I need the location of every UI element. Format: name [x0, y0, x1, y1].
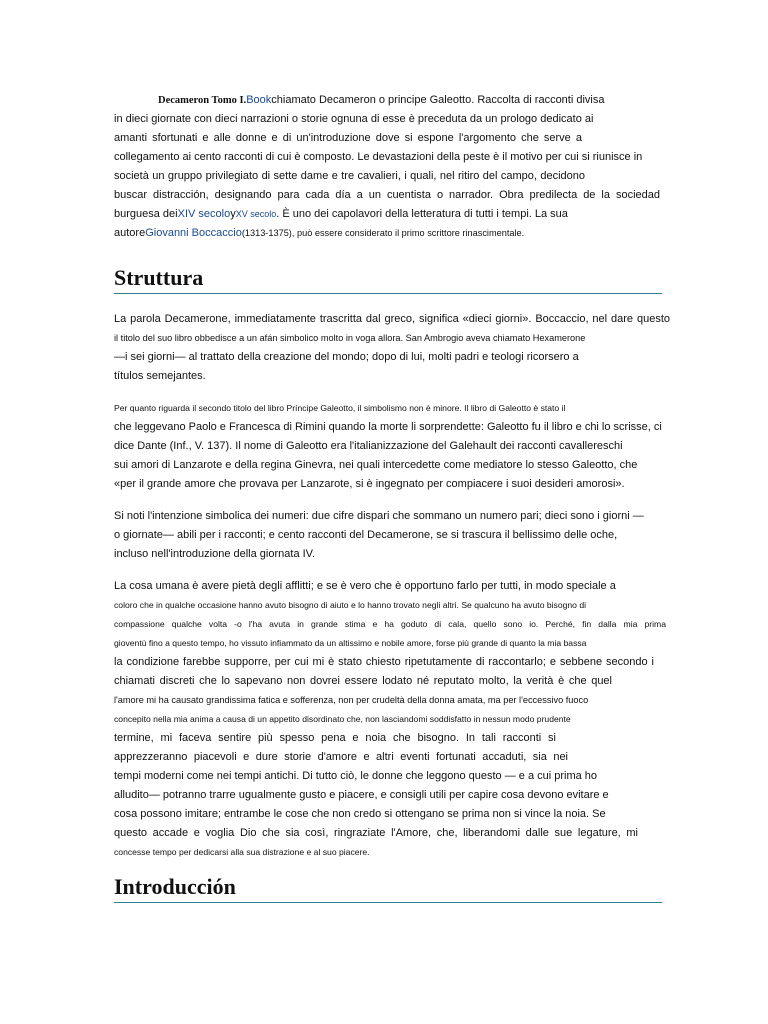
book-link[interactable]: Book — [246, 94, 272, 106]
section-heading-introduccion: Introducción — [114, 874, 662, 903]
text-line: termine, mi faceva sentire più spesso pena e noia che bisogno. In tali racconti si — [114, 732, 556, 744]
document-page — [114, 91, 674, 903]
text-line: concepito nella mia anima a causa di un appetito disordinato che, non lasciandomi soddisfatto in nessun modo prudente — [114, 714, 571, 724]
text-line: gioventù fino a questo tempo, ho vissuto infiammato da un altissimo e nobile amore, forse più grande di quanto la mia bassa — [114, 638, 587, 648]
text-line: incluso nell'introduzione della giornata IV. — [114, 548, 316, 560]
xiv-secolo-link[interactable]: XIV secolo — [177, 208, 231, 220]
text-line: tempi moderni come nei tempi antichi. Di tutto ciò, le donne che leggono questo — e a cui prima ho — [114, 770, 598, 782]
intro-line: buscar distracción, designando para cada día a un cuentista o narrador. Obra predilecta de la sociedad — [114, 189, 660, 201]
intro-line: collegamento ai cento racconti di cui è composto. Le devastazioni della peste è il motivo per cui si riunisce in — [114, 151, 643, 163]
paragraph — [114, 577, 674, 862]
text-line: che leggevano Paolo e Francesca di Rimini quando la morte li sorprendette: Galeotto fu il libro e chi lo scrisse, ci — [114, 421, 662, 433]
paragraph — [114, 507, 674, 564]
text-line: questo accade e voglia Dio che sia così, ringraziate l'Amore, che, liberandomi dalle sue legature, mi — [114, 827, 638, 839]
text-line: Per quanto riguarda il secondo titolo del libro Príncipe Galeotto, il simbolismo non è minore. Il libro di Galeotto è stato il — [114, 403, 566, 413]
intro-line: in dieci giornate con dieci narrazioni o storie ognuna di esse è preceduta da un prologo dedicato ai — [114, 113, 594, 125]
intro-paragraph — [114, 91, 674, 243]
intro-line: società un gruppo privilegiato di sette dame e tre cavalieri, i quali, nel ritiro del campo, decidono — [114, 170, 585, 182]
text-line: cosa possono imitare; entrambe le cose che non credo si ottengano se prima non si vince la noia. Se — [114, 808, 606, 820]
text-line: títulos semejantes. — [114, 370, 206, 382]
intro-line: amanti sfortunati e alle donne e di un'introduzione dove si espone l'argomento che serve a — [114, 132, 582, 144]
text-line: apprezzeranno piacevoli e dure storie d'amore e altri eventi fortunati accaduti, sia nei — [114, 751, 568, 763]
text-line: La cosa umana è avere pietà degli afflitti; e se è vero che è opportuno farlo per tutti, in modo speciale a — [114, 580, 616, 592]
text-line: l'amore mi ha causato grandissima fatica e sofferenza, non per crudeltà della donna amata, ma per l'eccessivo fuoco — [114, 695, 589, 705]
text-line: la condizione farebbe supporre, per cui mi è stato chiesto ripetutamente di raccontarlo; e sebbene secondo i — [114, 656, 654, 668]
text-line: La parola Decamerone, immediatamente trascritta dal greco, significa «dieci giorni». Boccaccio, nel dare questo — [114, 313, 670, 325]
text-line: compassione qualche volta -o l'ha avuta in grande stima e ha goduto di cala, quello sono io. Perché, fin dalla mia prima — [114, 619, 666, 629]
intro-text: chiamato Decameron o principe Galeotto. Raccolta di racconti divisa — [271, 94, 605, 106]
intro-text: y — [230, 208, 236, 220]
intro-text: (1313-1375), può essere considerato il primo scrittore rinascimentale. — [241, 228, 525, 238]
paragraph — [114, 310, 674, 386]
text-line: chiamati discreti che lo sapevano non dovrei essere lodato né reputato molto, la verità è che quel — [114, 675, 612, 687]
xv-secolo-link[interactable]: XV secolo — [235, 209, 277, 219]
giovanni-boccaccio-link[interactable]: Giovanni Boccaccio — [145, 227, 242, 239]
intro-title: Decameron Tomo I. — [158, 95, 247, 106]
text-line: concesse tempo per dedicarsi alla sua distrazione e al suo piacere. — [114, 847, 370, 857]
text-line: coloro che in qualche occasione hanno avuto bisogno di aiuto e lo hanno trovato negli altri. Se qualcuno ha avuto bisogno di — [114, 600, 587, 610]
text-line: —i sei giorni— al trattato della creazione del mondo; dopo di lui, molti padri e teologi ricorsero a — [114, 351, 579, 363]
text-line: il titolo del suo libro obbedisce a un afán simbolico molto in voga allora. San Ambrogio aveva chiamato Hexamerone — [114, 333, 586, 343]
intro-text: burguesa dei — [114, 208, 178, 220]
intro-text: autore — [114, 227, 146, 239]
text-line: o giornate— abili per i racconti; e cento racconti del Decamerone, se si trascura il bellissimo delle oche, — [114, 529, 618, 541]
paragraph — [114, 399, 674, 494]
intro-text: . È uno dei capolavori della letteratura di tutti i tempi. La sua — [276, 208, 568, 220]
section-heading-struttura: Struttura — [114, 265, 662, 294]
text-line: «per il grande amore che provava per Lanzarote, si è ingegnato per compiacere i suoi desideri amorosi». — [114, 478, 625, 490]
text-line: dice Dante (Inf., V. 137). Il nome di Galeotto era l'italianizzazione del Galehault dei racconti cavallereschi — [114, 440, 623, 452]
text-line: Si noti l'intenzione simbolica dei numeri: due cifre dispari che sommano un numero pari; dieci sono i giorni — — [114, 510, 644, 522]
text-line: sui amori di Lanzarote e della regina Ginevra, nei quali intercedette come mediatore lo stesso Galeotto, che — [114, 459, 638, 471]
text-line: alludito— potranno trarre ugualmente gusto e piacere, e consigli utili per capire cosa devono evitare e — [114, 789, 609, 801]
